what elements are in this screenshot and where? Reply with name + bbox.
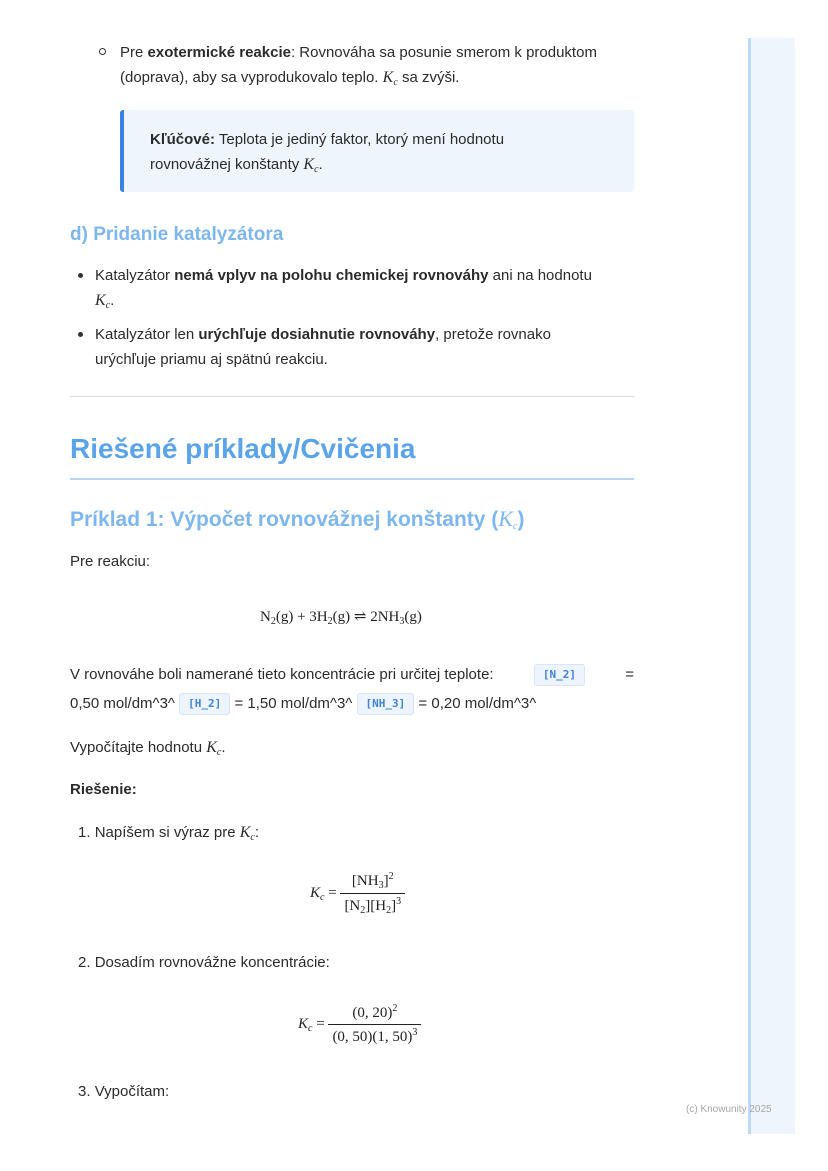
solution-label: Riešenie:	[70, 781, 137, 798]
bullet-icon	[78, 332, 83, 337]
step-1: 1. Napíšem si výraz pre $K_c$:	[78, 824, 260, 843]
step-3: 3. Vypočítam:	[78, 1083, 170, 1100]
kc-formula: $K_c$ = $\frac{[NH_3]^2}{[N_2][H_2]^3}$	[310, 871, 405, 916]
hollow-bullet-icon	[99, 48, 106, 55]
reaction-equation: $N_2(g) + 3H_2(g)$ ⇌ $2NH_3(g)$	[260, 609, 422, 627]
task-text: Vypočítajte hodnotu $K_c$.	[70, 739, 226, 758]
section-d-heading: d) Pridanie katalyzátora	[70, 224, 284, 245]
nh3-code: [NH_3]	[357, 693, 415, 715]
reaction-intro: Pre reakciu:	[70, 553, 151, 570]
n2-code: [N_2]	[534, 664, 585, 686]
h2-code: [H_2]	[179, 693, 230, 715]
catalyst-bullet-1: Katalyzátor nemá vplyv na polohu chemickej rovnováhy ani na hodnotu $K_c$.	[78, 263, 634, 318]
callout-label: Kľúčové:	[150, 131, 215, 148]
key-callout: Kľúčové: Teplota je jediný faktor, ktorý mení hodnotu rovnovážnej konštanty $K_c$.	[120, 110, 634, 192]
bullet-icon	[78, 273, 83, 278]
exothermic-term: exotermické reakcie	[147, 44, 291, 61]
kc-substituted-formula: $K_c$ = $\frac{(0, 20)^2}{(0, 50)(1, 50)^3}$	[298, 1003, 421, 1046]
divider	[70, 396, 634, 397]
exothermic-bullet: Pre exotermické reakcie: Rovnováha sa posunie smerom k produktom (doprava), aby sa vyprodukovalo teplo. $K_c$ sa zvýši.	[104, 40, 634, 95]
right-sidebar	[748, 38, 795, 1134]
catalyst-bullet-2: Katalyzátor len urýchľuje dosiahnutie rovnováhy, pretože rovnako urýchľuje priamu aj spätnú reakciu.	[78, 322, 634, 372]
example-1-heading: Príklad 1: Výpočet rovnovážnej konštanty $(K_c)$	[70, 506, 525, 532]
solved-examples-title: Riešené príklady/Cvičenia	[70, 430, 634, 480]
footer-copyright: (c) Knowunity 2025	[686, 1104, 772, 1115]
concentrations-paragraph: V rovnováhe boli namerané tieto koncentrácie pri určitej teplote: [N_2] = 0,50 mol/dm^3^ [H_2] = 1,50 mol/dm^3^ [NH_3] = 0,20 mol/dm^3^	[70, 660, 634, 718]
step-2: 2. Dosadím rovnovážne koncentrácie:	[78, 954, 330, 971]
